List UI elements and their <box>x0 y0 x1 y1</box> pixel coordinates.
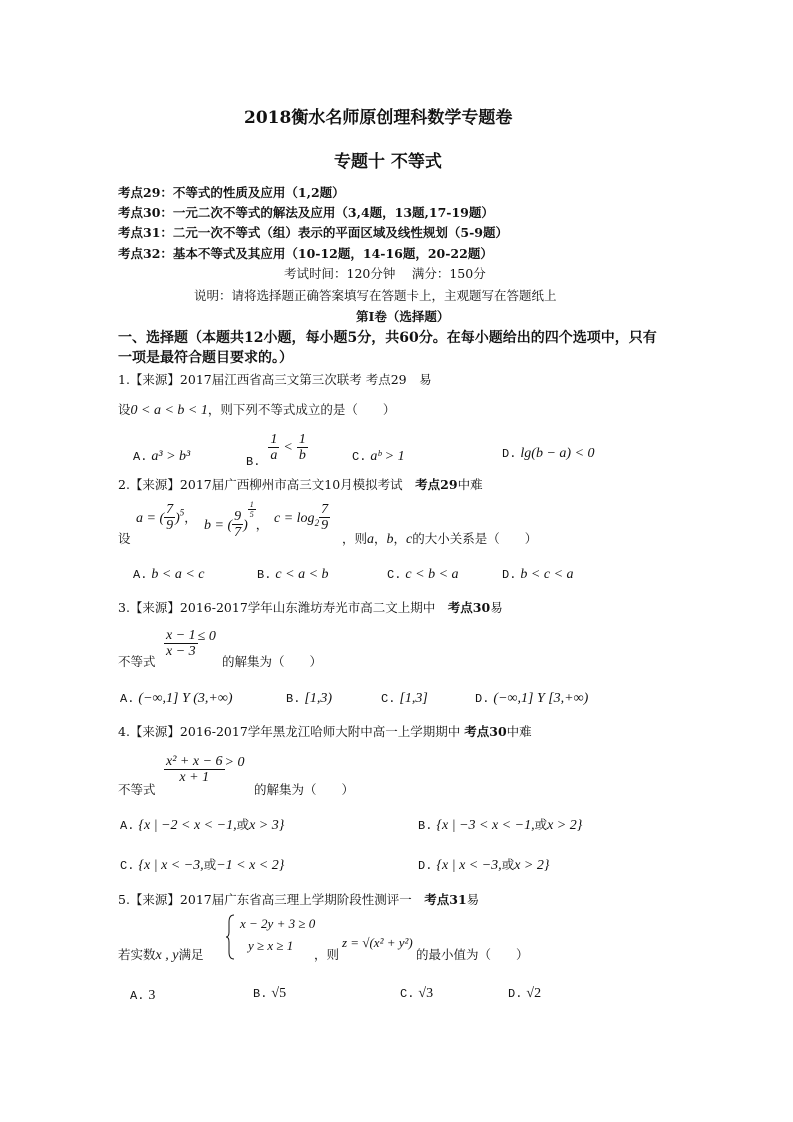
exam-title: 2018衡水名师原创理科数学专题卷 <box>244 108 513 128</box>
question-4-option-d[interactable]: D. {x | x < −3,或x > 2} <box>418 857 550 873</box>
question-2-stem-suffix: ，则a，b，c的大小关系是（ ） <box>342 531 538 547</box>
question-4-option-c[interactable]: C. {x | x < −3,或−1 < x < 2} <box>120 857 285 873</box>
question-5-option-a[interactable]: A. 3 <box>130 988 156 1003</box>
question-4-option-a[interactable]: A. {x | −2 < x < −1,或x > 3} <box>120 817 285 833</box>
question-5-option-d[interactable]: D. √2 <box>508 986 542 1001</box>
exam-subtitle: 专题十 不等式 <box>334 152 442 172</box>
question-2-source: 2.【来源】2017届广西柳州市高三文10月模拟考试 考点29中难 <box>118 477 483 492</box>
exam-note: 说明：请将选择题正确答案填写在答题卡上，主观题写在答题纸上 <box>194 288 557 303</box>
question-2-option-b[interactable]: B. c < a < b <box>257 567 329 582</box>
question-3-option-c[interactable]: C. [1,3] <box>381 691 428 706</box>
constraint-1: x − 2y + 3 ≥ 0 <box>240 916 316 931</box>
kaodian-30: 考点30：一元二次不等式的解法及应用（3,4题，13题,17-19题） <box>118 205 494 220</box>
question-2-def-a: a = ( $\frac{7}{9}$ )$^5$， <box>136 502 197 533</box>
section-heading-line2: 一项是最符合题目要求的。） <box>118 350 293 366</box>
question-1-source: 1.【来源】2017届江西省高三文第三次联考 考点29 易 <box>118 372 432 387</box>
question-3-inequality: $\frac{x - 1}{x - 3}$ ≤ 0 <box>166 628 216 659</box>
constraint-2: y ≥ x ≥ 1 <box>248 938 294 953</box>
q1-condition: 0 < a < b < 1 <box>130 403 208 418</box>
question-3-option-d[interactable]: D. (−∞,1] Y [3,+∞) <box>475 691 589 706</box>
question-5-option-b[interactable]: B. √5 <box>253 986 287 1001</box>
kaodian-31: 考点31：二元一次不等式（组）表示的平面区域及线性规划（5-9题） <box>118 225 508 240</box>
question-2-option-a[interactable]: A. b < a < c <box>133 567 205 582</box>
question-2-def-b: b = ( $\frac{9}{7}$ ) $\frac{1}{5}$ ， <box>204 500 269 540</box>
question-1-option-d[interactable]: D. lg(b − a) < 0 <box>502 446 595 461</box>
question-2-stem-prefix: 设 <box>118 531 131 546</box>
question-3-source: 3.【来源】2016-2017学年山东潍坊寿光市高二文上期中 考点30易 <box>118 600 503 615</box>
question-5-option-c[interactable]: C. √3 <box>400 986 434 1001</box>
question-3-option-b[interactable]: B. [1,3) <box>286 691 333 706</box>
question-2-def-c: $c = \log_2$ $\frac{7}{9}$ <box>274 502 329 533</box>
question-4-option-b[interactable]: B. {x | −3 < x < −1,或x > 2} <box>418 817 583 833</box>
question-4-inequality: $\frac{\text{x² + x − 6}}{x + 1}$ > 0 <box>166 754 245 785</box>
question-4-stem-suffix: 的解集为（ ） <box>254 782 355 797</box>
question-5-source: 5.【来源】2017届广东省高三理上学期阶段性测评一 考点31易 <box>118 892 480 907</box>
question-3-stem-suffix: 的解集为（ ） <box>222 654 323 669</box>
volume-heading: 第I卷（选择题） <box>356 309 450 324</box>
question-1-option-b[interactable]: B. $\frac{1}{a}$ < $\frac{1}{b}$ <box>246 432 306 469</box>
kaodian-29: 考点29：不等式的性质及应用（1,2题） <box>118 185 345 200</box>
question-4-stem-prefix: 不等式 <box>118 782 156 797</box>
kaodian-32: 考点32：基本不等式及其应用（10-12题，14-16题，20-22题） <box>118 246 493 261</box>
question-5-z-expression: z = √(x² + y²) <box>342 935 413 950</box>
left-brace-icon <box>226 914 236 960</box>
question-2-option-c[interactable]: C. c < b < a <box>387 567 459 582</box>
question-1-option-a[interactable]: A. a³ > b³ <box>133 449 191 464</box>
question-5-stem-suffix: 的最小值为（ ） <box>416 947 529 962</box>
section-heading-line1: 一、选择题（本题共12小题，每小题5分，共60分。在每小题给出的四个选项中，只有 <box>118 330 657 346</box>
question-5-stem-mid: ，则 <box>314 947 340 962</box>
question-1-stem: 设0 < a < b < 1，则下列不等式成立的是（ ） <box>118 402 396 418</box>
question-5-stem-prefix: 若实数x , y满足 <box>118 947 204 963</box>
question-4-source: 4.【来源】2016-2017学年黑龙江哈师大附中高一上学期期中 考点30中难 <box>118 724 532 739</box>
exam-time-info: 考试时间：120分钟 满分：150分 <box>284 266 486 281</box>
question-2-option-d[interactable]: D. b < c < a <box>502 567 574 582</box>
question-1-option-c[interactable]: C. aᵇ > 1 <box>352 449 405 464</box>
question-3-option-a[interactable]: A. (−∞,1] Y (3,+∞) <box>120 691 233 706</box>
question-3-stem-prefix: 不等式 <box>118 654 156 669</box>
